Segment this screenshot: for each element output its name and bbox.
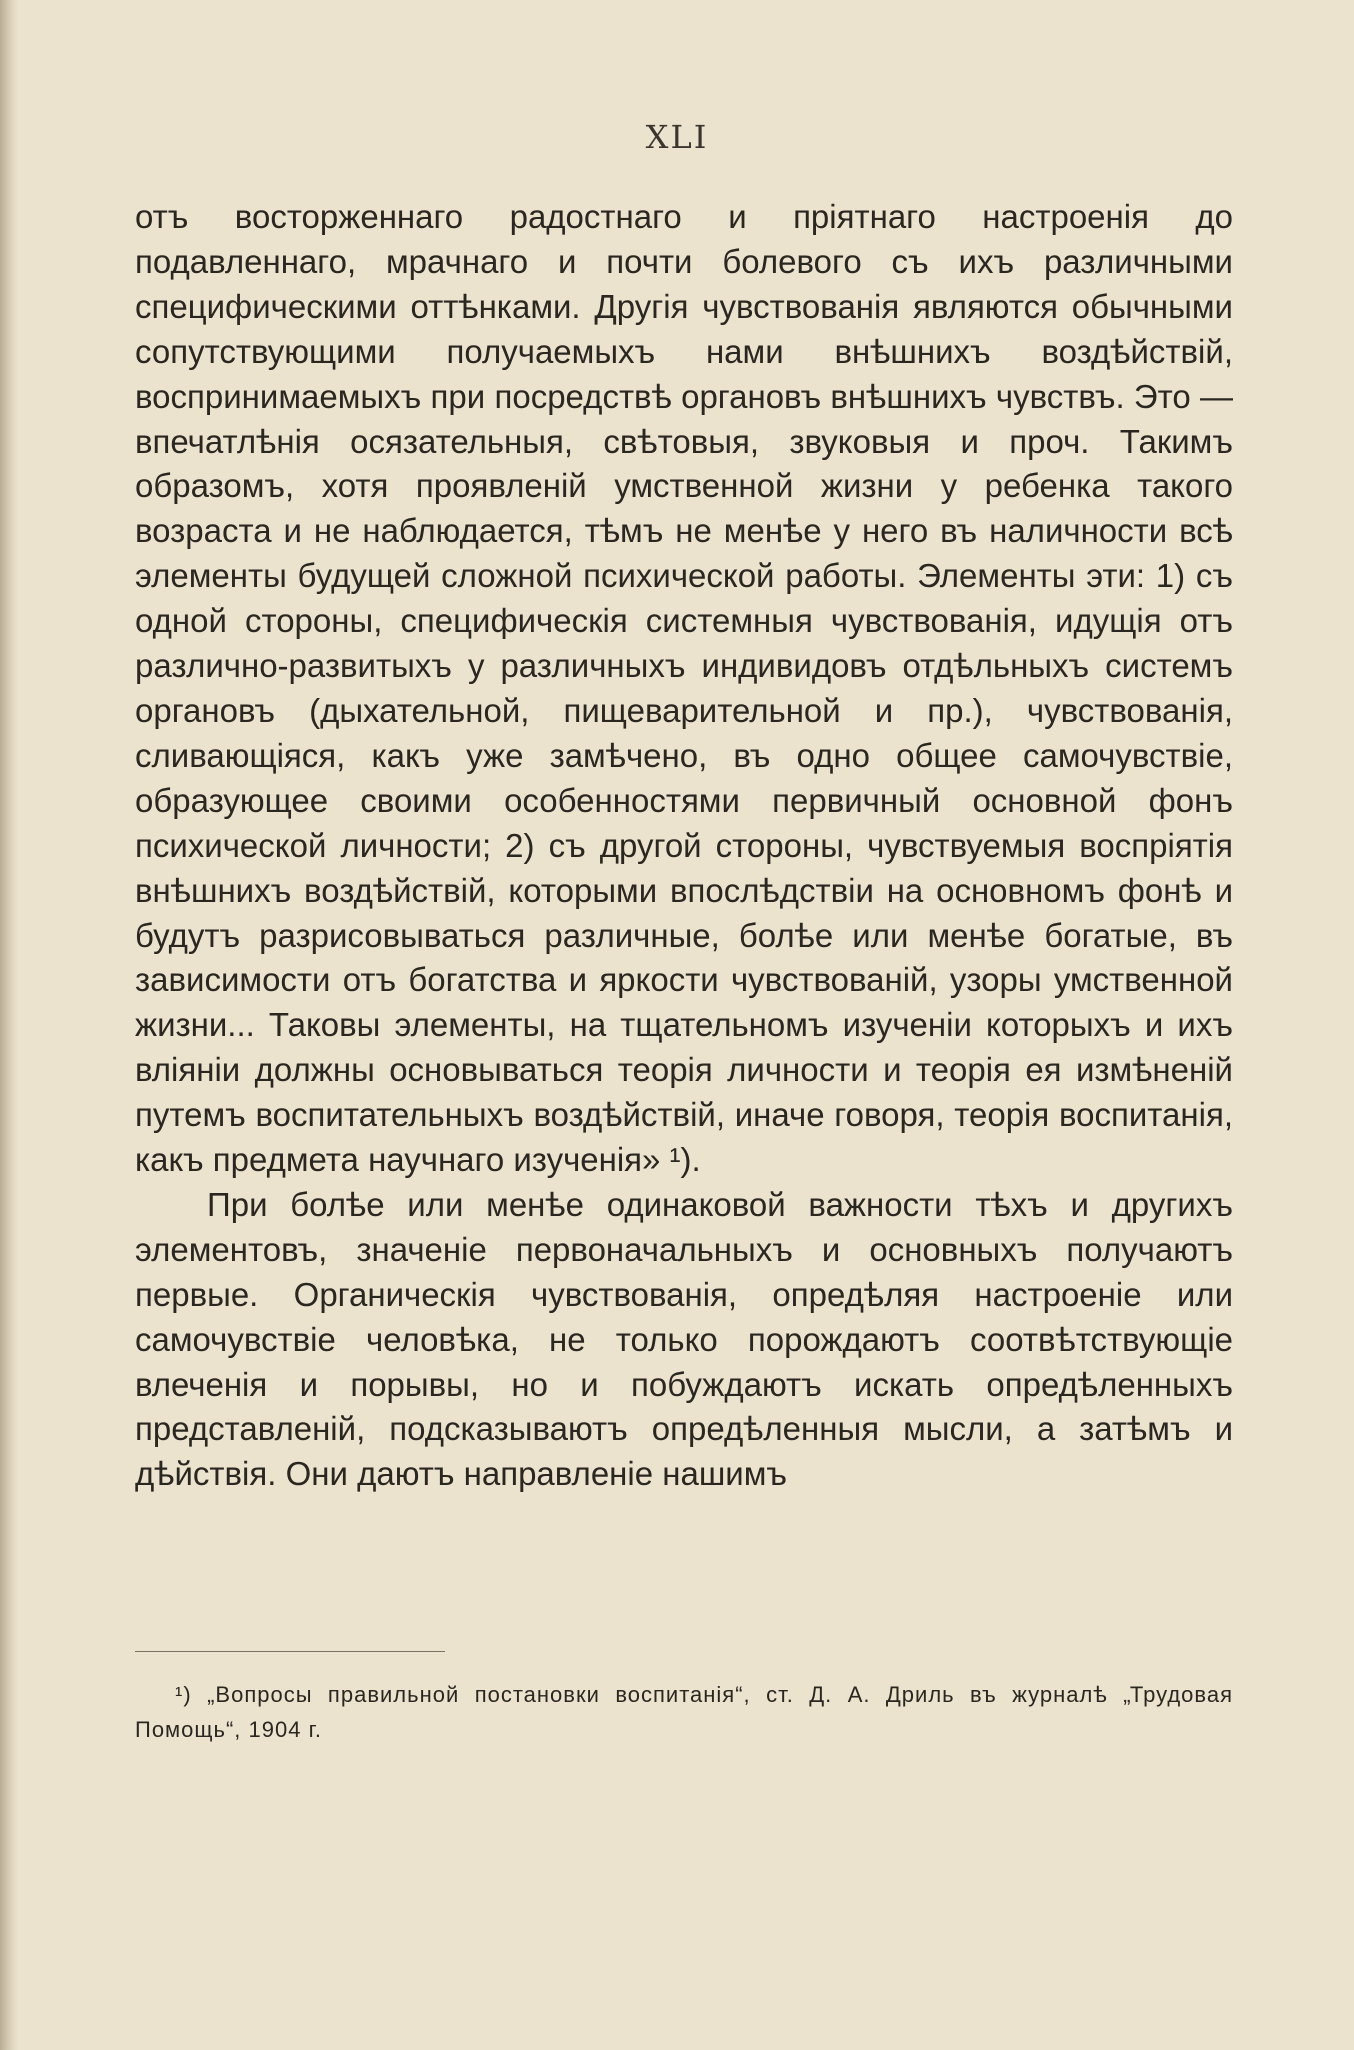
paragraph: При болѣе или менѣе одинаковой важности тѣхъ и другихъ элементовъ, значеніе первоначальныхъ и основныхъ получаютъ первые. Органическія чувствованія, опредѣляя настроеніе или самочувствіе человѣка, не только порождаютъ соотвѣтствующіе влеченія и порывы, но и побуждаютъ искать опредѣленныхъ представленій, подсказываютъ опредѣленныя мысли, а затѣмъ и дѣйствія. Они даютъ направленіе нашимъ — [135, 1185, 1233, 1493]
page-number: XLI — [645, 118, 709, 156]
binding-edge — [0, 0, 18, 2050]
paragraph-continued: отъ восторженнаго радостнаго и пріятнаго настроенія до подавленнаго, мрачнаго и почти болевого съ ихъ различными специфическими оттѣнками. Другія чувствованія являются обычными сопутствующими получаемыхъ нами внѣшнихъ воздѣйствій, воспринимаемыхъ при посредствѣ органовъ внѣшнихъ чувствъ. Это — впечатлѣнія осязательныя, свѣтовыя, звуковыя и проч. Такимъ образомъ, хотя проявленій умственной жизни у ребенка такого возраста и не наблюдается, тѣмъ не менѣе у него въ наличности всѣ элементы будущей сложной психической работы. Элементы эти: 1) съ одной стороны, специфическія системныя чувствованія, идущія отъ различно-развитыхъ у различныхъ индивидовъ отдѣльныхъ системъ органовъ (дыхательной, пищеварительной и пр.), чувствованія, сливающіяся, какъ уже замѣчено, въ одно общее самочувствіе, образующее своими особенностями первичный основной фонъ психической личности; 2) съ другой стороны, чувствуемыя воспріятія внѣшнихъ воздѣйствій, которыми впослѣдствіи на основномъ фонѣ и будутъ разрисовываться различные, болѣе или менѣе богатые, въ зависимости отъ богатства и яркости чувствованій, узоры умственной жизни... Таковы элементы, на тщательномъ изученіи которыхъ и ихъ вліяніи должны основываться теорія личности и теорія ея измѣненій путемъ воспитательныхъ воздѣйствій, иначе говоря, теорія воспитанія, какъ предмета научнаго изученія» ¹). — [135, 198, 1233, 1179]
body-text — [135, 195, 1233, 1497]
footnote-text: ¹) „Вопросы правильной постановки воспитанія“, ст. Д. А. Дриль въ журналѣ „Трудовая Помощь“, 1904 г. — [135, 1682, 1233, 1742]
footnote-divider — [135, 1651, 445, 1652]
footnote — [135, 1677, 1233, 1747]
